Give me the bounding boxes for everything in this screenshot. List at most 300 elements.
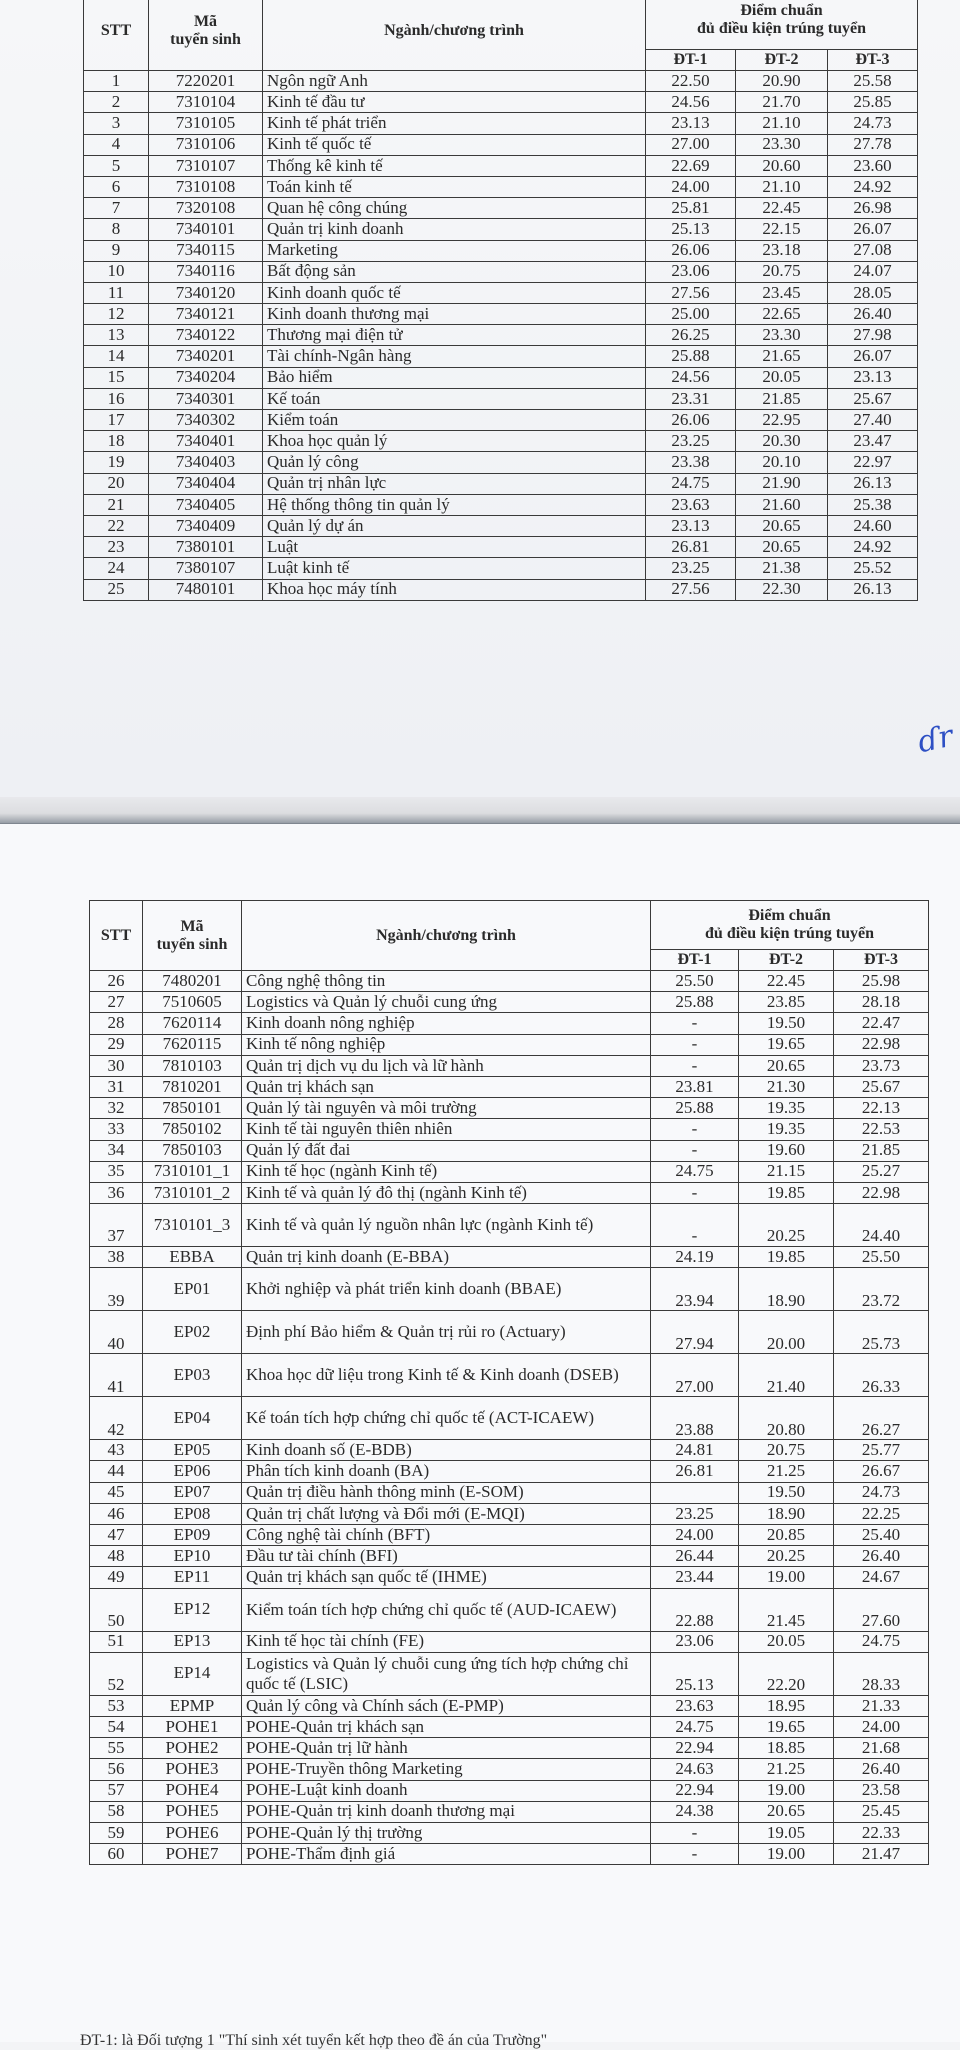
row-code: 7340403 [149, 452, 263, 473]
row-code: 7310101_3 [143, 1204, 242, 1247]
row-program-name: POHE-Quản trị khách sạn [242, 1716, 651, 1737]
table-row [84, 473, 918, 494]
row-score-dt2: 18.90 [739, 1268, 834, 1311]
admission-scores-table-part1 [83, 0, 918, 601]
row-score-dt2: 22.15 [736, 219, 828, 240]
row-score-dt3: 26.67 [834, 1461, 929, 1482]
row-score-dt2: 23.85 [739, 992, 834, 1013]
row-score-dt1: 23.25 [646, 558, 736, 579]
row-stt: 52 [90, 1652, 143, 1695]
row-score-dt1: 25.81 [646, 198, 736, 219]
row-score-dt1: 22.94 [651, 1738, 739, 1759]
row-code: POHE3 [143, 1759, 242, 1780]
row-code: 7340115 [149, 240, 263, 261]
row-score-dt3: 28.18 [834, 992, 929, 1013]
row-score-dt2: 21.10 [736, 113, 828, 134]
table-row [90, 971, 929, 992]
row-score-dt2: 20.25 [739, 1204, 834, 1247]
row-stt: 25 [84, 579, 149, 600]
row-code: 7310108 [149, 176, 263, 197]
row-score-dt1: - [651, 1822, 739, 1843]
row-score-dt2: 18.85 [739, 1738, 834, 1759]
row-score-dt2: 20.05 [739, 1631, 834, 1652]
row-score-dt2: 20.60 [736, 155, 828, 176]
row-score-dt1: 25.13 [646, 219, 736, 240]
row-score-dt2: 22.30 [736, 579, 828, 600]
row-code: EP08 [143, 1503, 242, 1524]
row-stt: 41 [90, 1354, 143, 1397]
row-score-dt3: 28.05 [828, 282, 918, 303]
row-score-dt3: 23.72 [834, 1268, 929, 1311]
row-code: 7310105 [149, 113, 263, 134]
row-score-dt3: 25.40 [834, 1525, 929, 1546]
table-body-part2 [90, 971, 929, 1865]
row-score-dt3: 25.77 [834, 1440, 929, 1461]
row-score-dt2: 19.35 [739, 1098, 834, 1119]
row-program-name: Quản lý dự án [263, 515, 646, 536]
row-score-dt2: 20.65 [736, 537, 828, 558]
row-code: 7310101_2 [143, 1182, 242, 1203]
table-row [90, 1440, 929, 1461]
table-row [84, 367, 918, 388]
header-code: Mã tuyển sinh [143, 901, 242, 971]
row-stt: 50 [90, 1588, 143, 1631]
row-code: POHE7 [143, 1844, 242, 1865]
row-stt: 36 [90, 1182, 143, 1203]
row-stt: 3 [84, 113, 149, 134]
header-dt2: ĐT-2 [739, 950, 834, 971]
row-code: POHE4 [143, 1780, 242, 1801]
row-score-dt1: - [651, 1055, 739, 1076]
row-stt: 24 [84, 558, 149, 579]
row-stt: 46 [90, 1503, 143, 1524]
header-dt1: ĐT-1 [646, 50, 736, 71]
row-score-dt1: 23.31 [646, 388, 736, 409]
table-row [90, 1055, 929, 1076]
row-score-dt1: 23.06 [651, 1631, 739, 1652]
row-code: 7310106 [149, 134, 263, 155]
row-program-name: Marketing [263, 240, 646, 261]
table-row [84, 579, 918, 600]
row-score-dt1: 27.00 [651, 1354, 739, 1397]
row-score-dt2: 23.45 [736, 282, 828, 303]
row-score-dt3: 27.40 [828, 410, 918, 431]
table-row [90, 1268, 929, 1311]
row-score-dt1: 26.81 [646, 537, 736, 558]
row-program-name: Quản trị kinh doanh [263, 219, 646, 240]
row-stt: 5 [84, 155, 149, 176]
row-program-name: Quản lý đất đai [242, 1140, 651, 1161]
row-program-name: Bảo hiểm [263, 367, 646, 388]
row-stt: 44 [90, 1461, 143, 1482]
row-score-dt1: 24.81 [651, 1440, 739, 1461]
table-row [84, 431, 918, 452]
row-code: 7340301 [149, 388, 263, 409]
row-stt: 49 [90, 1567, 143, 1588]
row-score-dt3: 26.07 [828, 346, 918, 367]
row-score-dt2: 21.85 [736, 388, 828, 409]
row-program-name: Quản trị khách sạn [242, 1076, 651, 1097]
table-row [90, 1311, 929, 1354]
row-program-name: Kiểm toán [263, 410, 646, 431]
row-score-dt3: 23.47 [828, 431, 918, 452]
row-code: EP13 [143, 1631, 242, 1652]
row-score-dt1: 23.63 [646, 494, 736, 515]
row-score-dt3: 24.00 [834, 1716, 929, 1737]
row-code: 7340122 [149, 325, 263, 346]
row-program-name: Định phí Bảo hiểm & Quản trị rủi ro (Actuary) [242, 1311, 651, 1354]
row-stt: 40 [90, 1311, 143, 1354]
row-stt: 6 [84, 176, 149, 197]
row-stt: 20 [84, 473, 149, 494]
row-stt: 48 [90, 1546, 143, 1567]
row-score-dt1: 26.44 [651, 1546, 739, 1567]
row-stt: 34 [90, 1140, 143, 1161]
row-stt: 33 [90, 1119, 143, 1140]
row-program-name: Kinh doanh nông nghiệp [242, 1013, 651, 1034]
row-score-dt3: 21.68 [834, 1738, 929, 1759]
row-score-dt2: 21.90 [736, 473, 828, 494]
row-stt: 45 [90, 1482, 143, 1503]
row-score-dt2: 20.75 [739, 1440, 834, 1461]
row-code: EP11 [143, 1567, 242, 1588]
row-score-dt3: 22.98 [834, 1034, 929, 1055]
row-code: POHE5 [143, 1801, 242, 1822]
row-stt: 56 [90, 1759, 143, 1780]
row-stt: 21 [84, 494, 149, 515]
row-program-name: Kinh tế học (ngành Kinh tế) [242, 1161, 651, 1182]
row-score-dt3: 26.13 [828, 579, 918, 600]
row-score-dt1: 25.00 [646, 304, 736, 325]
row-program-name: Quản lý tài nguyên và môi trường [242, 1098, 651, 1119]
row-score-dt3: 24.40 [834, 1204, 929, 1247]
row-score-dt3: 25.52 [828, 558, 918, 579]
header-stt: STT [84, 0, 149, 71]
row-score-dt2: 20.00 [739, 1311, 834, 1354]
row-score-dt3: 24.07 [828, 261, 918, 282]
row-score-dt3: 21.85 [834, 1140, 929, 1161]
row-score-dt1: 25.88 [646, 346, 736, 367]
row-stt: 4 [84, 134, 149, 155]
row-program-name: Quản trị khách sạn quốc tế (IHME) [242, 1567, 651, 1588]
row-program-name: Quản trị chất lượng và Đổi mới (E-MQI) [242, 1503, 651, 1524]
row-score-dt2: 23.30 [736, 325, 828, 346]
header-code: Mã tuyển sinh [149, 0, 263, 71]
row-code: 7510605 [143, 992, 242, 1013]
row-score-dt3: 26.40 [834, 1759, 929, 1780]
row-score-dt1: 23.13 [646, 515, 736, 536]
row-program-name: Đầu tư tài chính (BFI) [242, 1546, 651, 1567]
row-score-dt1: - [651, 1119, 739, 1140]
row-program-name: Thương mại điện tử [263, 325, 646, 346]
row-score-dt2: 20.75 [736, 261, 828, 282]
row-score-dt3: 25.50 [834, 1247, 929, 1268]
table-row [84, 537, 918, 558]
row-code: 7620114 [143, 1013, 242, 1034]
row-stt: 30 [90, 1055, 143, 1076]
row-score-dt2: 20.30 [736, 431, 828, 452]
row-score-dt1: 25.88 [651, 1098, 739, 1119]
row-stt: 55 [90, 1738, 143, 1759]
row-stt: 54 [90, 1716, 143, 1737]
row-stt: 59 [90, 1822, 143, 1843]
table-row [90, 1631, 929, 1652]
row-stt: 14 [84, 346, 149, 367]
row-score-dt1: 23.06 [646, 261, 736, 282]
row-score-dt2: 22.45 [736, 198, 828, 219]
row-score-dt2: 19.00 [739, 1844, 834, 1865]
table-row [90, 1525, 929, 1546]
row-code: EP14 [143, 1652, 242, 1695]
row-program-name: Kinh tế và quản lý đô thị (ngành Kinh tế) [242, 1182, 651, 1203]
row-stt: 26 [90, 971, 143, 992]
row-score-dt3: 26.40 [834, 1546, 929, 1567]
row-program-name: Tài chính-Ngân hàng [263, 346, 646, 367]
table-row [90, 1801, 929, 1822]
row-score-dt1: 24.00 [646, 176, 736, 197]
row-score-dt3: 26.98 [828, 198, 918, 219]
row-score-dt3: 24.73 [834, 1482, 929, 1503]
row-program-name: Khởi nghiệp và phát triển kinh doanh (BBAE) [242, 1268, 651, 1311]
row-score-dt3: 23.58 [834, 1780, 929, 1801]
table-row [84, 325, 918, 346]
row-stt: 2 [84, 92, 149, 113]
table-row [90, 1354, 929, 1397]
row-code: EP09 [143, 1525, 242, 1546]
row-score-dt2: 20.80 [739, 1397, 834, 1440]
table-row [84, 346, 918, 367]
row-score-dt3: 25.67 [834, 1076, 929, 1097]
row-score-dt2: 19.50 [739, 1482, 834, 1503]
row-code: 7340121 [149, 304, 263, 325]
row-code: 7850103 [143, 1140, 242, 1161]
row-program-name: POHE-Truyền thông Marketing [242, 1759, 651, 1780]
row-score-dt2: 20.85 [739, 1525, 834, 1546]
row-score-dt3: 25.98 [834, 971, 929, 992]
row-stt: 60 [90, 1844, 143, 1865]
row-program-name: Kế toán tích hợp chứng chỉ quốc tế (ACT-ICAEW) [242, 1397, 651, 1440]
row-code: 7340401 [149, 431, 263, 452]
row-code: 7480201 [143, 971, 242, 992]
row-score-dt2: 21.10 [736, 176, 828, 197]
row-code: 7810201 [143, 1076, 242, 1097]
table-row [90, 1461, 929, 1482]
row-stt: 8 [84, 219, 149, 240]
row-score-dt2: 20.90 [736, 71, 828, 92]
row-score-dt3: 26.40 [828, 304, 918, 325]
row-stt: 16 [84, 388, 149, 409]
row-score-dt3: 25.58 [828, 71, 918, 92]
row-program-name: Kinh tế và quản lý nguồn nhân lực (ngành Kinh tế) [242, 1204, 651, 1247]
row-stt: 58 [90, 1801, 143, 1822]
row-code: 7340101 [149, 219, 263, 240]
row-program-name: Công nghệ tài chính (BFT) [242, 1525, 651, 1546]
table-row [84, 92, 918, 113]
document-page-1 [0, 0, 960, 797]
row-score-dt2: 19.00 [739, 1567, 834, 1588]
footnote: ĐT-1: là Đối tượng 1 "Thí sinh xét tuyển kết hợp theo đề án của Trường" [80, 2032, 548, 2049]
table-row [90, 1567, 929, 1588]
row-score-dt2: 21.25 [739, 1759, 834, 1780]
row-stt: 9 [84, 240, 149, 261]
row-code: EP05 [143, 1440, 242, 1461]
row-score-dt1: 23.94 [651, 1268, 739, 1311]
table-row [90, 1161, 929, 1182]
row-program-name: Khoa học quản lý [263, 431, 646, 452]
row-score-dt1: 22.94 [651, 1780, 739, 1801]
row-score-dt3: 25.67 [828, 388, 918, 409]
table-row [90, 1098, 929, 1119]
table-row [90, 1546, 929, 1567]
row-score-dt3: 25.27 [834, 1161, 929, 1182]
header-dt1: ĐT-1 [651, 950, 739, 971]
row-stt: 37 [90, 1204, 143, 1247]
row-code: POHE6 [143, 1822, 242, 1843]
table-row [90, 992, 929, 1013]
row-score-dt1: - [651, 1013, 739, 1034]
row-score-dt3: 26.07 [828, 219, 918, 240]
row-score-dt1: 26.06 [646, 410, 736, 431]
row-stt: 53 [90, 1695, 143, 1716]
row-score-dt2: 21.38 [736, 558, 828, 579]
admission-scores-table-part2 [89, 900, 929, 1865]
row-stt: 15 [84, 367, 149, 388]
row-score-dt2: 21.40 [739, 1354, 834, 1397]
row-code: 7340409 [149, 515, 263, 536]
table-row [84, 282, 918, 303]
row-score-dt3: 24.92 [828, 176, 918, 197]
row-code: 7340204 [149, 367, 263, 388]
row-score-dt1 [651, 1482, 739, 1503]
header-program: Ngành/chương trình [263, 0, 646, 71]
table-row [84, 494, 918, 515]
row-score-dt3: 22.98 [834, 1182, 929, 1203]
header-dt2: ĐT-2 [736, 50, 828, 71]
row-score-dt2: 22.20 [739, 1652, 834, 1695]
header-dt3: ĐT-3 [828, 50, 918, 71]
row-score-dt2: 20.25 [739, 1546, 834, 1567]
row-code: EP10 [143, 1546, 242, 1567]
table-row [90, 1780, 929, 1801]
row-score-dt3: 27.98 [828, 325, 918, 346]
header-dt3: ĐT-3 [834, 950, 929, 971]
row-stt: 22 [84, 515, 149, 536]
header-score-group: Điểm chuẩn đủ điều kiện trúng tuyển [651, 901, 929, 950]
row-score-dt3: 28.33 [834, 1652, 929, 1695]
row-program-name: Thống kê kinh tế [263, 155, 646, 176]
row-score-dt1: 23.25 [651, 1503, 739, 1524]
table-row [90, 1822, 929, 1843]
row-program-name: Quản trị dịch vụ du lịch và lữ hành [242, 1055, 651, 1076]
row-program-name: Kinh tế quốc tế [263, 134, 646, 155]
row-code: 7340405 [149, 494, 263, 515]
row-score-dt2: 23.30 [736, 134, 828, 155]
row-score-dt1: 24.75 [651, 1161, 739, 1182]
row-program-name: POHE-Quản trị kinh doanh thương mại [242, 1801, 651, 1822]
row-program-name: Quan hệ công chúng [263, 198, 646, 219]
table-row [84, 261, 918, 282]
row-code: 7850101 [143, 1098, 242, 1119]
row-code: EP04 [143, 1397, 242, 1440]
row-program-name: Logistics và Quản lý chuỗi cung ứng [242, 992, 651, 1013]
row-score-dt2: 20.05 [736, 367, 828, 388]
row-code: 7340201 [149, 346, 263, 367]
table-row [90, 1759, 929, 1780]
row-program-name: Kinh tế nông nghiệp [242, 1034, 651, 1055]
row-stt: 7 [84, 198, 149, 219]
row-score-dt1: 24.75 [646, 473, 736, 494]
table-row [84, 176, 918, 197]
row-score-dt2: 21.45 [739, 1588, 834, 1631]
row-stt: 1 [84, 71, 149, 92]
row-score-dt3: 22.33 [834, 1822, 929, 1843]
header-score-group: Điểm chuẩn đủ điều kiện trúng tuyển [646, 0, 918, 50]
row-score-dt1: 23.81 [651, 1076, 739, 1097]
table-row [90, 1034, 929, 1055]
row-code: 7340116 [149, 261, 263, 282]
row-score-dt3: 26.13 [828, 473, 918, 494]
row-score-dt2: 19.65 [739, 1716, 834, 1737]
row-score-dt3: 26.27 [834, 1397, 929, 1440]
table-body-part1 [84, 71, 918, 601]
row-score-dt3: 24.67 [834, 1567, 929, 1588]
row-score-dt1: 26.81 [651, 1461, 739, 1482]
row-score-dt2: 19.05 [739, 1822, 834, 1843]
row-program-name: Quản trị kinh doanh (E-BBA) [242, 1247, 651, 1268]
row-score-dt3: 23.60 [828, 155, 918, 176]
row-score-dt3: 23.73 [834, 1055, 929, 1076]
row-score-dt3: 22.53 [834, 1119, 929, 1140]
row-code: EP02 [143, 1311, 242, 1354]
row-score-dt1: 24.38 [651, 1801, 739, 1822]
table-row [84, 515, 918, 536]
row-code: EP03 [143, 1354, 242, 1397]
table-row [84, 410, 918, 431]
row-score-dt2: 19.85 [739, 1182, 834, 1203]
row-score-dt3: 22.13 [834, 1098, 929, 1119]
row-program-name: Khoa học máy tính [263, 579, 646, 600]
row-program-name: POHE-Quản trị lữ hành [242, 1738, 651, 1759]
row-stt: 31 [90, 1076, 143, 1097]
row-score-dt2: 19.85 [739, 1247, 834, 1268]
row-score-dt1: 27.00 [646, 134, 736, 155]
row-score-dt2: 20.65 [736, 515, 828, 536]
row-code: 7380101 [149, 537, 263, 558]
row-score-dt1: - [651, 1034, 739, 1055]
row-score-dt1: 24.19 [651, 1247, 739, 1268]
row-stt: 57 [90, 1780, 143, 1801]
row-code: 7620115 [143, 1034, 242, 1055]
row-program-name: Logistics và Quản lý chuỗi cung ứng tích hợp chứng chỉ quốc tế (LSIC) [242, 1652, 651, 1695]
row-score-dt1: - [651, 1844, 739, 1865]
row-program-name: Luật kinh tế [263, 558, 646, 579]
row-score-dt1: 26.25 [646, 325, 736, 346]
row-score-dt1: 23.63 [651, 1695, 739, 1716]
page-separator [0, 797, 960, 824]
table-row [90, 1076, 929, 1097]
row-stt: 47 [90, 1525, 143, 1546]
table-row [84, 71, 918, 92]
row-stt: 19 [84, 452, 149, 473]
row-code: 7340302 [149, 410, 263, 431]
row-score-dt3: 21.47 [834, 1844, 929, 1865]
row-code: EP06 [143, 1461, 242, 1482]
row-score-dt1: - [651, 1204, 739, 1247]
row-program-name: Hệ thống thông tin quản lý [263, 494, 646, 515]
row-program-name: Kế toán [263, 388, 646, 409]
row-score-dt2: 22.65 [736, 304, 828, 325]
row-program-name: Khoa học dữ liệu trong Kinh tế & Kinh doanh (DSEB) [242, 1354, 651, 1397]
